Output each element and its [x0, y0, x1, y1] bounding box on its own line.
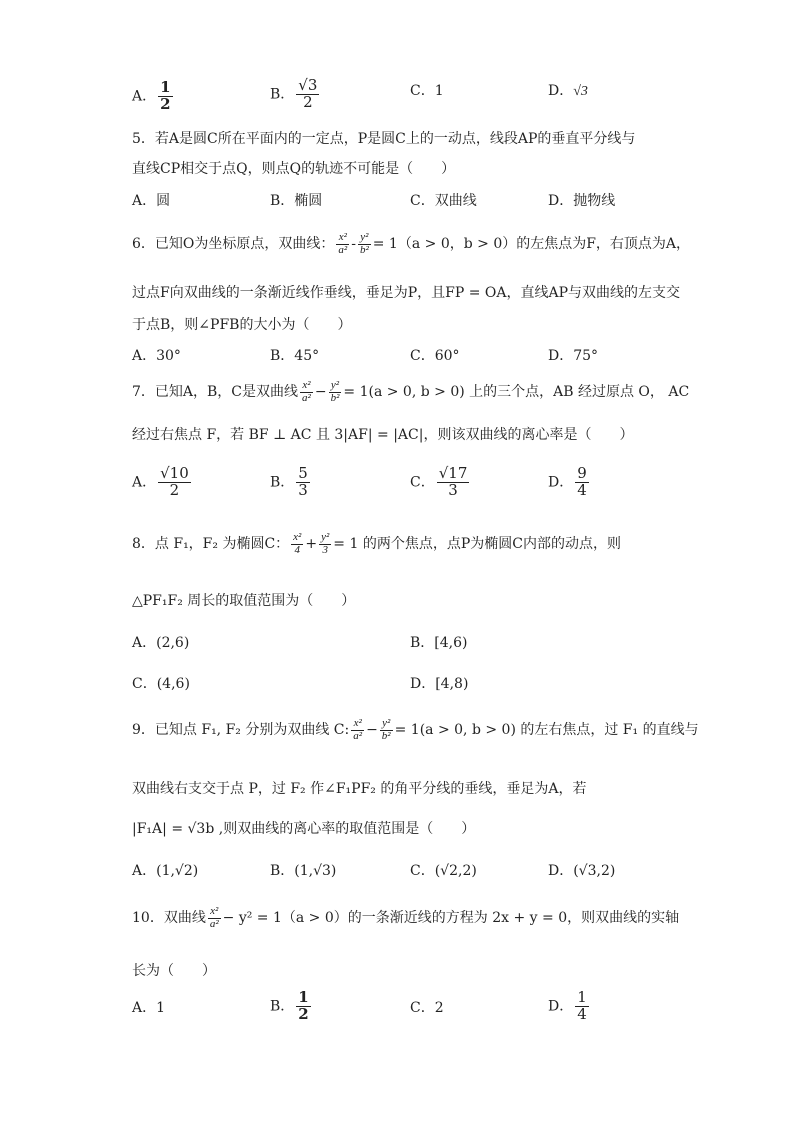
q7-minus: − [314, 384, 327, 401]
q4-option-b [270, 78, 321, 111]
q4-option-d [548, 80, 588, 103]
q7-option-b-fraction: $\frac{5}{3}$ [298, 464, 308, 499]
q9-fraction-x: $\frac{\text{x²}}{\text{a²}}$ [353, 717, 363, 742]
q5-option-c: C．双曲线 [410, 193, 477, 209]
q6-option-c: C．60° [410, 348, 460, 364]
q8-option-d: D．[4,8) [410, 676, 469, 692]
q7-option-d-label: D． [548, 474, 574, 491]
q7-option-d [548, 466, 591, 499]
q9-stem-line1 [132, 718, 699, 742]
q9-option-a: A．(1,√2) [132, 863, 199, 879]
q7-option-d-fraction: $\frac{9}{4}$ [577, 464, 587, 499]
q7-stem-suffix: = 1(a > 0, b > 0) 上的三个点，AB 经过原点 O， AC [343, 384, 690, 401]
q9-option-d: D．(√3,2) [548, 863, 616, 879]
q5-stem-line1: 5．若A是圆C所在平面内的一定点，P是圆C上的一动点，线段AP的垂直平分线与 [132, 131, 636, 147]
q7-stem-line1 [132, 380, 689, 404]
q4-option-b-fraction: $\frac{√3}{2}$ [298, 76, 318, 111]
q4-option-d-value: √3 [573, 84, 588, 99]
q4-option-a-label: A． [132, 88, 157, 105]
q6-option-a: A．30° [132, 348, 181, 364]
q10-stem-suffix: − y² = 1（a > 0）的一条渐近线的方程为 2x + y = 0，则双曲线的实轴 [222, 910, 680, 927]
q6-stem-prefix: 6．已知O为坐标原点，双曲线： [132, 236, 335, 253]
q7-option-b-label: B． [270, 474, 295, 491]
q5-option-d: D．抛物线 [548, 193, 616, 209]
q10-option-d [548, 990, 591, 1023]
q8-option-b: B．[4,6) [410, 635, 468, 651]
q10-stem-prefix: 10．双曲线 [132, 910, 206, 927]
q7-option-c-label: C． [410, 474, 435, 491]
q8-plus: + [305, 536, 318, 553]
q10-option-c: C．2 [410, 1000, 444, 1016]
q9-fraction-y: $\frac{\text{y²}}{\text{b²}}$ [381, 717, 391, 742]
q9-option-b: B．(1,√3) [270, 863, 337, 879]
q9-stem-line3: |F₁A| = √3b ,则双曲线的离心率的取值范围是（ ） [132, 821, 476, 837]
q10-stem-line1 [132, 906, 679, 930]
q7-option-a-label: A． [132, 474, 157, 491]
q6-stem-suffix: = 1（a > 0，b > 0）的左焦点为F，右顶点为A， [372, 236, 691, 253]
q6-stem-line2: 过点F向双曲线的一条渐近线作垂线，垂足为P，且FP = OA，直线AP与双曲线的左支交 [132, 285, 681, 301]
q7-option-c [410, 466, 471, 499]
q4-option-b-label: B． [270, 86, 295, 103]
q5-stem-line2: 直线CP相交于点Q，则点Q的轨迹不可能是（ ） [132, 161, 456, 177]
q4-option-a [132, 80, 175, 113]
q8-fraction-x: $\frac{\text{x²}}{4}$ [293, 531, 302, 556]
q6-minus: - [351, 236, 356, 253]
q10-option-d-fraction: $\frac{1}{4}$ [577, 988, 587, 1023]
q6-option-b: B．45° [270, 348, 320, 364]
q7-stem-prefix: 7．已知A，B，C是双曲线 [132, 384, 299, 401]
q9-option-c: C．(√2,2) [410, 863, 477, 879]
q10-stem-line2: 长为（ ） [132, 963, 216, 979]
q7-option-a-fraction: $\frac{√10}{2}$ [160, 464, 189, 499]
q10-option-d-label: D． [548, 998, 574, 1015]
q7-stem-line2: 经过右焦点 F，若 BF ⊥ AC 且 3|AF| = |AC|，则该双曲线的离心率是（ ） [132, 427, 634, 443]
q6-stem-line3: 于点B，则∠PFB的大小为（ ） [132, 317, 352, 333]
q8-stem-line1 [132, 532, 621, 556]
q6-stem-line1 [132, 232, 690, 256]
q8-option-a: A．(2,6) [132, 635, 190, 651]
q6-option-d: D．75° [548, 348, 599, 364]
q6-fraction-x: $\frac{\text{x²}}{\text{a²}}$ [338, 231, 348, 256]
q8-stem-line2: △PF₁F₂ 周长的取值范围为（ ） [132, 593, 356, 609]
q10-option-b-label: B． [270, 998, 295, 1015]
q7-fraction-y: $\frac{\text{y²}}{\text{b²}}$ [330, 379, 340, 404]
q9-stem-suffix: = 1(a > 0, b > 0) 的左右焦点，过 F₁ 的直线与 [394, 722, 699, 739]
q10-fraction-x: $\frac{\text{x²}}{\text{a²}}$ [209, 905, 219, 930]
q10-option-b-fraction: $\frac{1}{2}$ [298, 988, 309, 1023]
q8-stem-suffix: = 1 的两个焦点，点P为椭圆C内部的动点，则 [333, 536, 621, 553]
q7-option-b [270, 466, 312, 499]
q9-minus: − [366, 722, 378, 739]
q4-option-a-fraction: $\frac{1}{2}$ [160, 78, 171, 113]
q10-option-a: A．1 [132, 1000, 166, 1016]
q5-option-b: B．椭圆 [270, 193, 323, 209]
q10-option-b [270, 990, 313, 1023]
q4-option-c: C．1 [410, 83, 444, 99]
q7-option-c-fraction: $\frac{√17}{3}$ [438, 464, 468, 499]
q6-fraction-y: $\frac{\text{y²}}{\text{b²}}$ [359, 231, 369, 256]
q4-option-d-label: D． [548, 83, 574, 99]
q7-fraction-x: $\frac{\text{x²}}{\text{a²}}$ [302, 379, 311, 404]
q8-option-c: C．(4,6) [132, 676, 190, 692]
q7-option-a [132, 466, 193, 499]
q9-stem-line2: 双曲线右支交于点 P，过 F₂ 作∠F₁PF₂ 的角平分线的垂线，垂足为A，若 [132, 781, 587, 797]
q8-stem-prefix: 8．点 F₁，F₂ 为椭圆C： [132, 536, 290, 553]
q8-fraction-y: $\frac{\text{y²}}{3}$ [321, 531, 330, 556]
q5-option-a: A．圆 [132, 193, 171, 209]
q9-stem-prefix: 9．已知点 F₁, F₂ 分别为双曲线 C: [132, 722, 350, 739]
